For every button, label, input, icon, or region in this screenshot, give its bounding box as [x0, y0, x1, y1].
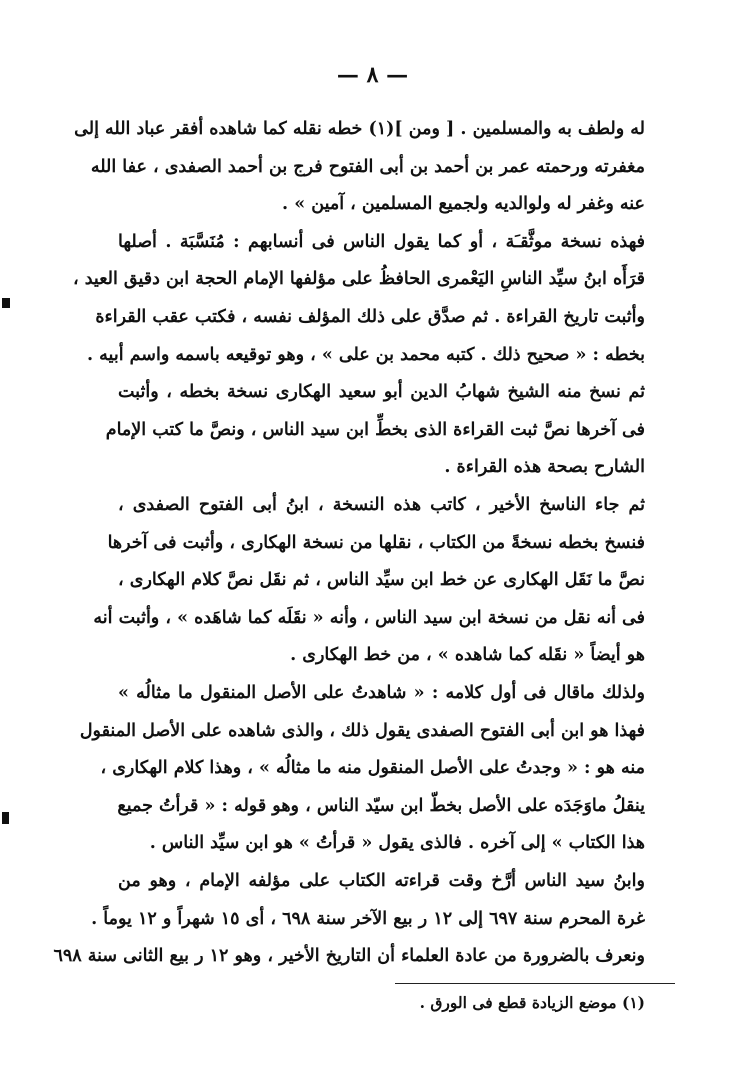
text-line: فهذا هو ابن أبى الفتوح الصفدى يقول ذلك ، والذى شاهده على الأصل المنقول [79, 720, 645, 741]
text-line: ينقلُ ماوَجَدَه على الأصل بخطّ ابن سيّد الناس ، وهو قوله : « قرأتُ جميع [117, 795, 645, 816]
page-number: — ٨ — [336, 62, 409, 88]
text-line: ثم نسخ منه الشيخ شهابُ الدين أبو سعيد الهكارى نسخة بخطه ، وأثبت [118, 382, 645, 403]
text-line: ثم جاء الناسخ الأخير ، كاتب هذه النسخة ، ابنُ أبى الفتوح الصفدى ، [118, 495, 645, 515]
text-line: فنسخ بخطه نسخةً من الكتاب ، نقلها من نسخة الهكارى ، وأثبت فى آخرها [107, 532, 645, 553]
text-line: غرة المحرم سنة ٦٩٧ إلى ١٢ ر بيع الآخر سنة ٦٩٨ ، أى ١٥ شهراً و ١٢ يوماً . [91, 908, 645, 929]
text-line: مغفرته ورحمته عمر بن أحمد بن أبى الفتوح فرج بن أحمد الصفدى ، عفا الله [90, 156, 645, 177]
scan-mark [2, 298, 10, 308]
text-line: فى أنه نقل من نسخة ابن سيد الناس ، وأنه « نقَلَه كما شاهَده » ، وأثبت أنه [93, 607, 645, 628]
text-line: بخطه : « صحيح ذلك . كتبه محمد بن على » ، وهو توقيعه باسمه واسم أبيه . [86, 344, 645, 365]
text-line: فى آخرها نصَّ ثبت القراءة الذى بخطِّ ابن سيد الناس ، ونصَّ ما كتب الإمام [105, 419, 645, 440]
text-line: له ولطف به والمسلمين . [ ومن ](١) خطه نقله كما شاهده أفقر عباد الله إلى [74, 119, 645, 139]
text-line: منه هو : « وجدتُ على الأصل المنقول منه ما مثالُه » ، وهذا كلام الهكارى ، [100, 758, 645, 779]
text-line: ونعرف بالضرورة من عادة العلماء أن التاريخ الأخير ، وهو ١٢ ر بيع الثانى سنة ٦٩٨ [53, 946, 645, 967]
text-line: وابنُ سيد الناس أرَّخ وقت قراءته الكتاب على مؤلفه الإمام ، وهو من [118, 871, 645, 891]
text-line: هو أيضاً « نقَله كما شاهده » ، من خط الهكارى . [290, 645, 645, 666]
footnote-divider [395, 983, 675, 984]
text-line: ولذلك ماقال فى أول كلامه : « شاهدتُ على الأصل المنقول ما مثالُه » [118, 683, 645, 703]
text-line: نصَّ ما نَقَل الهكارى عن خط ابن سيِّد الناس ، ثم نقَل نصَّ كلام الهكارى ، [118, 570, 645, 591]
scan-mark [2, 812, 9, 824]
text-line: فهذه نسخة موثَّقـَة ، أو كما يقول الناس فى أنسابهم : مُنَسَّبَة . أصلها [118, 231, 645, 252]
text-line: وأثبت تاريخ القراءة . ثم صدَّق على ذلك المؤلف نفسه ، فكتب عقب القراءة [95, 307, 645, 327]
text-line: عنه وغفر له ولوالديه ولجميع المسلمين ، آمين » . [282, 194, 645, 215]
text-line: هذا الكتاب » إلى آخره . فالذى يقول « قرأتُ » هو ابن سيِّد الناس . [149, 833, 645, 854]
text-line: الشارح بصحة هذه القراءة . [444, 457, 645, 478]
text-line: قرَأَه ابنُ سيِّد الناسِ اليَعْمرى الحافظُ على مؤلفها الإمام الحجة ابن دقيق العيد ، [72, 269, 645, 290]
footnote: (١) موضع الزيادة قطع فى الورق . [419, 993, 645, 1012]
